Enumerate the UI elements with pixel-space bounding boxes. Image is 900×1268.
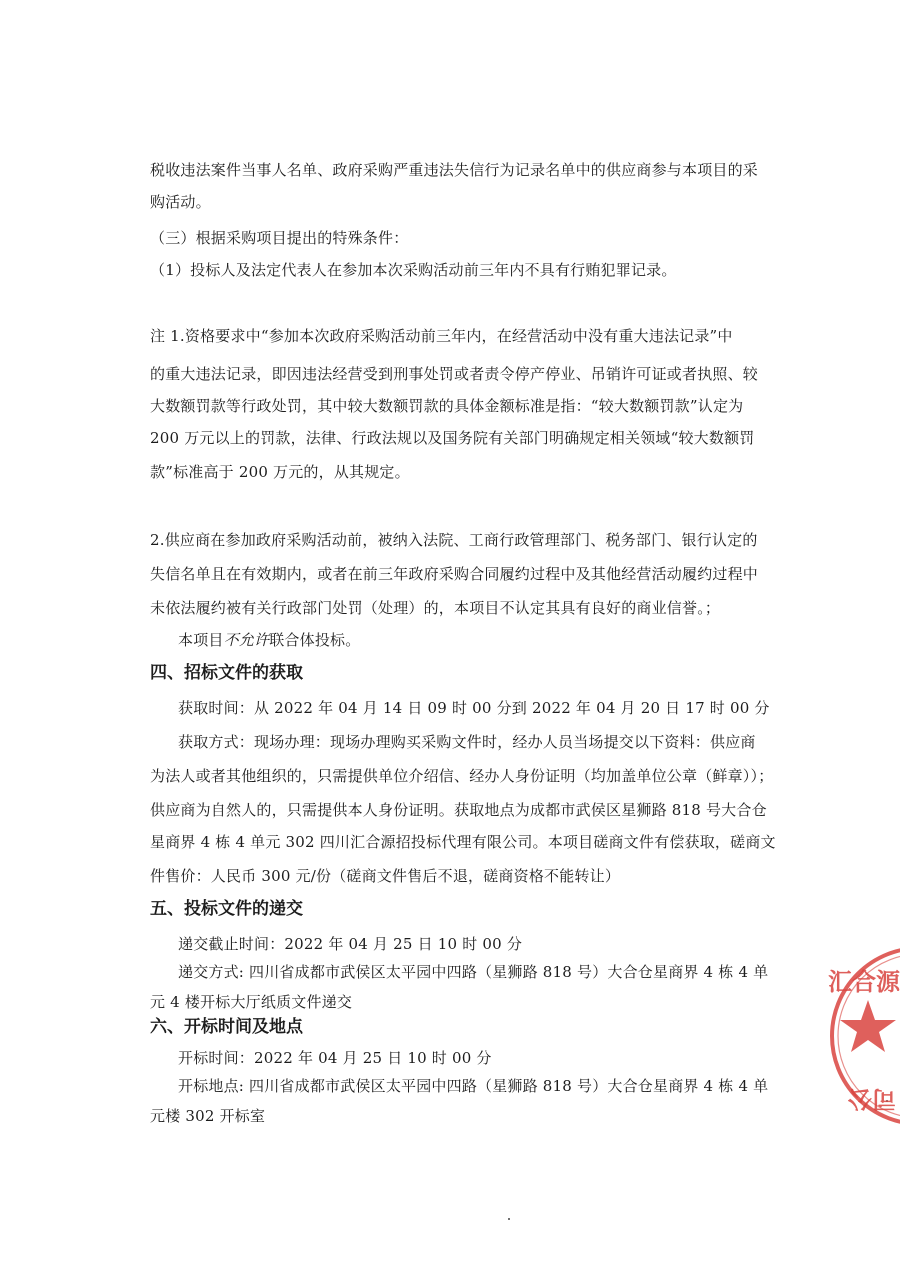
note-line: 大数额罚款等行政处罚，其中较大数额罚款的具体金额标准是指：“较大数额罚款”认定为 (150, 397, 744, 415)
paragraph-line: 为法人或者其他组织的，只需提供单位介绍信、经办人身份证明（均加盖单位公章（鲜章））； (150, 767, 774, 785)
paragraph-line: 供应商为自然人的，只需提供本人身份证明。获取地点为成都市武侯区星狮路 818 号大合仓 (150, 801, 767, 819)
section-title: 六、开标时间及地点 (150, 1017, 303, 1037)
paragraph-line: 元 4 楼开标大厅纸质文件递交 (150, 993, 353, 1011)
paragraph-line: 件售价：人民币 300 元/份（磋商文件售后不退，磋商资格不能转让） (150, 867, 621, 885)
section-title: 五、投标文件的递交 (150, 899, 303, 919)
section-title: 四、招标文件的获取 (150, 663, 303, 683)
paragraph-line: 元楼 302 开标室 (150, 1107, 266, 1125)
svg-text:汇合源: 汇合源 (828, 968, 900, 996)
note-line: 2.供应商在参加政府采购活动前，被纳入法院、工商行政管理部门、税务部门、银行认定的 (150, 531, 758, 549)
company-seal (822, 940, 900, 1130)
note-line: 注 1.资格要求中“参加本次政府采购活动前三年内，在经营活动中没有重大违法记录”中 (150, 327, 733, 345)
svg-text:司公: 司公 (848, 1085, 896, 1113)
acquisition-method: 获取方式：现场办理：现场办理购买采购文件时，经办人员当场提交以下资料：供应商 (178, 733, 756, 751)
opening-place: 开标地点: 四川省成都市武侯区太平园中四路（星狮路 818 号）大合仓星商界 4 栋 4 单 (178, 1077, 769, 1095)
note-line: 200 万元以上的罚款，法律、行政法规以及国务院有关部门明确规定相关领域“较大数额罚 (150, 429, 755, 447)
note-line: 的重大违法记录，即因违法经营受到刑事处罚或者责令停产停业、吊销许可证或者执照、较 (150, 365, 759, 383)
consortium-statement: 本项目不允许联合体投标。 (178, 631, 361, 649)
paragraph-line: 星商界 4 栋 4 单元 302 四川汇合源招投标代理有限公司。本项目磋商文件有偿获取，磋商文 (150, 833, 776, 851)
submission-method: 递交方式: 四川省成都市武侯区太平园中四路（星狮路 818 号）大合仓星商界 4 栋 4 单 (178, 963, 769, 981)
paragraph-line: 税收违法案件当事人名单、政府采购严重违法失信行为记录名单中的供应商参与本项目的采 (150, 161, 759, 179)
acquisition-time: 获取时间：从 2022 年 04 月 14 日 09 时 00 分到 2022 年 04 月 20 日 17 时 00 分 (178, 699, 770, 717)
paragraph-line: 购活动。 (150, 193, 211, 211)
special-condition-item: （1）投标人及法定代表人在参加本次采购活动前三年内不具有行贿犯罪记录。 (150, 261, 677, 279)
note-line: 未依法履约被有关行政部门处罚（处理）的，本项目不认定其具有良好的商业信誉。； (150, 599, 721, 617)
opening-time: 开标时间：2022 年 04 月 25 日 10 时 00 分 (178, 1049, 492, 1067)
note-line: 款”标准高于 200 万元的，从其规定。 (150, 463, 410, 481)
special-conditions-heading: （三）根据采购项目提出的特殊条件： (150, 229, 409, 247)
submission-deadline: 递交截止时间：2022 年 04 月 25 日 10 时 00 分 (178, 935, 523, 953)
note-line: 失信名单且在有效期内，或者在前三年政府采购合同履约过程中及其他经营活动履约过程中 (150, 565, 759, 583)
scan-speck (508, 1218, 510, 1220)
seal-graphic (822, 940, 900, 1130)
